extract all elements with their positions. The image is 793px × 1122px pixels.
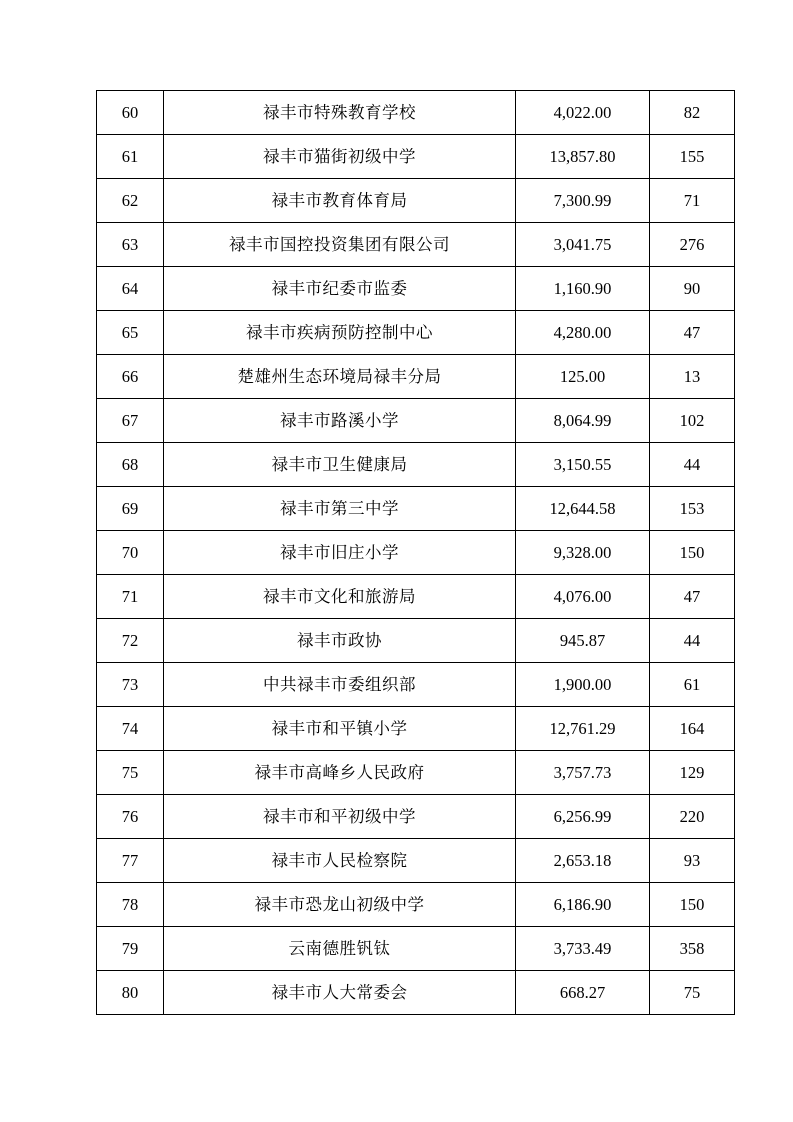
cell-index: 70 [97, 531, 164, 575]
table-row [97, 663, 735, 707]
cell-count: 44 [650, 619, 735, 663]
cell-amount: 4,076.00 [516, 575, 650, 619]
cell-count: 71 [650, 179, 735, 223]
cell-count: 129 [650, 751, 735, 795]
cell-count: 155 [650, 135, 735, 179]
cell-amount: 668.27 [516, 971, 650, 1015]
cell-amount: 125.00 [516, 355, 650, 399]
table-row [97, 883, 735, 927]
cell-index: 62 [97, 179, 164, 223]
cell-amount: 3,150.55 [516, 443, 650, 487]
cell-name: 禄丰市纪委市监委 [164, 267, 516, 311]
cell-index: 74 [97, 707, 164, 751]
cell-amount: 4,280.00 [516, 311, 650, 355]
table-row [97, 927, 735, 971]
cell-name: 禄丰市文化和旅游局 [164, 575, 516, 619]
cell-count: 150 [650, 883, 735, 927]
cell-index: 69 [97, 487, 164, 531]
table-row [97, 487, 735, 531]
cell-name: 中共禄丰市委组织部 [164, 663, 516, 707]
cell-index: 63 [97, 223, 164, 267]
cell-index: 79 [97, 927, 164, 971]
table-row [97, 355, 735, 399]
cell-amount: 3,757.73 [516, 751, 650, 795]
cell-amount: 1,900.00 [516, 663, 650, 707]
cell-name: 楚雄州生态环境局禄丰分局 [164, 355, 516, 399]
cell-amount: 7,300.99 [516, 179, 650, 223]
cell-amount: 3,733.49 [516, 927, 650, 971]
cell-name: 禄丰市国控投资集团有限公司 [164, 223, 516, 267]
cell-count: 102 [650, 399, 735, 443]
cell-count: 47 [650, 311, 735, 355]
cell-index: 73 [97, 663, 164, 707]
cell-amount: 945.87 [516, 619, 650, 663]
cell-index: 60 [97, 91, 164, 135]
cell-count: 358 [650, 927, 735, 971]
cell-index: 66 [97, 355, 164, 399]
cell-name: 禄丰市第三中学 [164, 487, 516, 531]
cell-count: 276 [650, 223, 735, 267]
cell-index: 68 [97, 443, 164, 487]
table-row [97, 179, 735, 223]
cell-amount: 13,857.80 [516, 135, 650, 179]
cell-amount: 8,064.99 [516, 399, 650, 443]
data-table [96, 90, 735, 1015]
cell-count: 61 [650, 663, 735, 707]
table-row [97, 311, 735, 355]
cell-name: 禄丰市猫街初级中学 [164, 135, 516, 179]
cell-index: 64 [97, 267, 164, 311]
cell-name: 禄丰市路溪小学 [164, 399, 516, 443]
cell-amount: 2,653.18 [516, 839, 650, 883]
cell-count: 90 [650, 267, 735, 311]
cell-name: 禄丰市教育体育局 [164, 179, 516, 223]
cell-name: 禄丰市人民检察院 [164, 839, 516, 883]
cell-index: 72 [97, 619, 164, 663]
cell-count: 44 [650, 443, 735, 487]
table-row [97, 619, 735, 663]
table-row [97, 707, 735, 751]
cell-index: 80 [97, 971, 164, 1015]
cell-count: 220 [650, 795, 735, 839]
cell-count: 47 [650, 575, 735, 619]
cell-count: 150 [650, 531, 735, 575]
cell-count: 93 [650, 839, 735, 883]
cell-index: 76 [97, 795, 164, 839]
cell-amount: 4,022.00 [516, 91, 650, 135]
cell-amount: 12,644.58 [516, 487, 650, 531]
table-row [97, 795, 735, 839]
cell-name: 禄丰市和平初级中学 [164, 795, 516, 839]
table-row [97, 531, 735, 575]
cell-count: 82 [650, 91, 735, 135]
table-row [97, 751, 735, 795]
table-row [97, 443, 735, 487]
table-container [96, 90, 705, 1015]
table-row [97, 223, 735, 267]
table-row [97, 135, 735, 179]
cell-index: 71 [97, 575, 164, 619]
cell-name: 禄丰市卫生健康局 [164, 443, 516, 487]
cell-name: 禄丰市人大常委会 [164, 971, 516, 1015]
cell-name: 禄丰市政协 [164, 619, 516, 663]
cell-name: 禄丰市恐龙山初级中学 [164, 883, 516, 927]
table-row [97, 399, 735, 443]
cell-count: 164 [650, 707, 735, 751]
cell-index: 65 [97, 311, 164, 355]
cell-name: 禄丰市旧庄小学 [164, 531, 516, 575]
table-row [97, 267, 735, 311]
cell-count: 13 [650, 355, 735, 399]
cell-index: 77 [97, 839, 164, 883]
cell-index: 75 [97, 751, 164, 795]
cell-amount: 12,761.29 [516, 707, 650, 751]
cell-name: 禄丰市疾病预防控制中心 [164, 311, 516, 355]
cell-count: 75 [650, 971, 735, 1015]
cell-index: 78 [97, 883, 164, 927]
cell-index: 67 [97, 399, 164, 443]
cell-amount: 3,041.75 [516, 223, 650, 267]
cell-count: 153 [650, 487, 735, 531]
cell-amount: 6,186.90 [516, 883, 650, 927]
cell-amount: 9,328.00 [516, 531, 650, 575]
table-row [97, 971, 735, 1015]
cell-name: 云南德胜钒钛 [164, 927, 516, 971]
table-row [97, 575, 735, 619]
table-body [97, 91, 735, 1015]
table-row [97, 839, 735, 883]
cell-amount: 1,160.90 [516, 267, 650, 311]
table-row [97, 91, 735, 135]
cell-name: 禄丰市和平镇小学 [164, 707, 516, 751]
cell-amount: 6,256.99 [516, 795, 650, 839]
cell-name: 禄丰市特殊教育学校 [164, 91, 516, 135]
cell-name: 禄丰市高峰乡人民政府 [164, 751, 516, 795]
cell-index: 61 [97, 135, 164, 179]
